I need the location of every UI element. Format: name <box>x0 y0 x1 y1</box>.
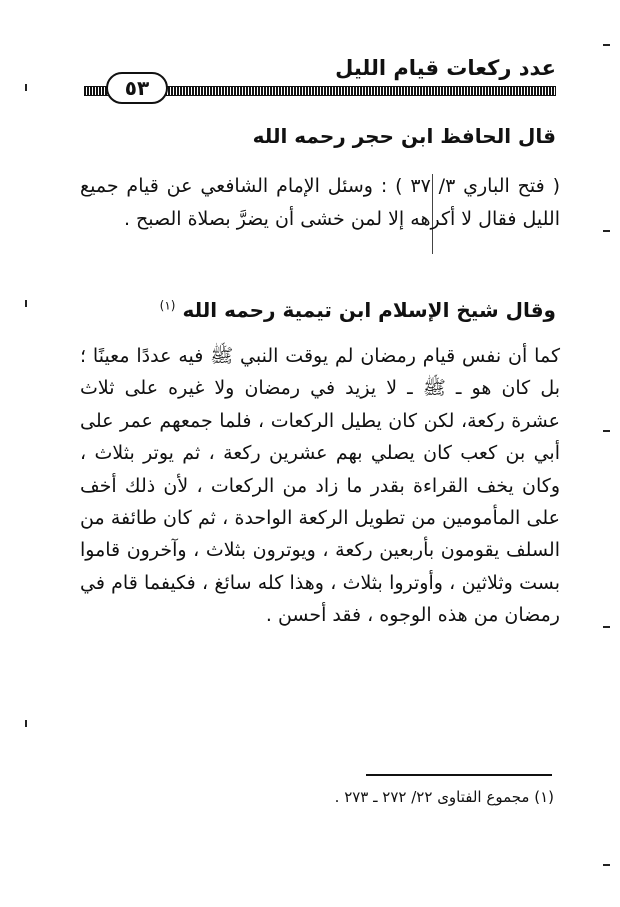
margin-mark <box>603 230 610 232</box>
margin-mark <box>25 300 27 307</box>
footnote-reference: (١) <box>159 298 176 313</box>
margin-mark <box>603 864 610 866</box>
page-number: ٥٣ <box>106 72 168 104</box>
footnote-separator <box>366 774 552 776</box>
section-heading-ibn-taymiyya <box>160 298 556 322</box>
paragraph-ibn-taymiyya: كما أن نفس قيام رمضان لم يوقت النبي ﷺ فيه عددًا معينًا ؛ بل كان هو ـ ﷺ ـ لا يزيد في رمضان ولا غيره على ثلاث عشرة ركعة، لكن كان يطيل الركعات ، فلما جمعهم عمر على أبي بن كعب كان يصلي بهم عشرين ركعة ، ثم يوتر بثلاث ، وكان يخف القراءة بقدر ما زاد من الركعات ، لأن ذلك أخف على المأمومين من تطويل الركعة الواحدة ، ثم كان طائفة من السلف يقومون بأربعين ركعة ، ويوترون بثلاث ، وآخرون قاموا بست وثلاثين ، وأوتروا بثلاث ، وهذا كله سائغ ، فكيفما قام في رمضان من هذه الوجوه ، فقد أحسن . <box>80 345 560 627</box>
margin-mark <box>25 84 27 91</box>
running-title: عدد ركعات قيام الليل <box>335 56 556 80</box>
page-header <box>84 56 556 104</box>
heading-text: قال الحافظ ابن حجر رحمه الله <box>252 124 556 148</box>
footnote: (١) مجموع الفتاوى ٢٢/ ٢٧٢ ـ ٢٧٣ . <box>334 788 554 806</box>
paragraph-ibn-hajar: ( فتح الباري ٣/ ٣٧ ) : وسئل الإمام الشافعي عن قيام جميع الليل فقال لا أكرهه إلا لمن خشى أن يضرَّ بصلاة الصبح . <box>80 175 560 230</box>
section-heading-ibn-hajar <box>253 124 556 148</box>
margin-mark <box>603 430 610 432</box>
margin-mark <box>603 44 610 46</box>
margin-mark <box>25 720 27 727</box>
heading-text: وقال شيخ الإسلام ابن تيمية رحمه الله <box>182 298 556 322</box>
margin-mark <box>603 626 610 628</box>
